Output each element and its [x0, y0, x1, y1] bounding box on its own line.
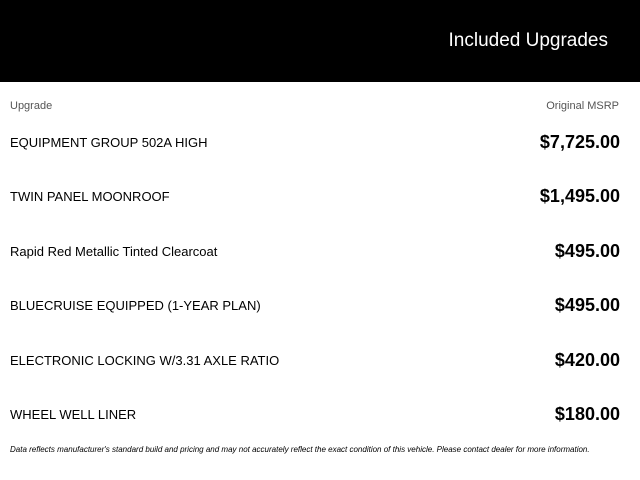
upgrade-price: $1,495.00: [539, 186, 620, 207]
page-title: Included Upgrades: [448, 30, 608, 51]
upgrade-row: [0, 278, 640, 332]
upgrade-name: EQUIPMENT GROUP 502A HIGH: [10, 135, 208, 150]
upgrade-row: [0, 169, 640, 223]
upgrade-name: TWIN PANEL MOONROOF: [10, 189, 170, 205]
upgrade-name: BLUECRUISE EQUIPPED (1-YEAR PLAN): [10, 298, 261, 314]
column-header-msrp: Original MSRP: [546, 100, 619, 112]
upgrade-price: $495.00: [554, 295, 620, 316]
column-header-upgrade: Upgrade: [10, 100, 53, 112]
upgrade-name: ELECTRONIC LOCKING W/3.31 AXLE RATIO: [10, 352, 280, 368]
disclaimer-text: Data reflects manufacturer's standard build and pricing and may not accurately reflect the exact condition of this vehicle. Please contact dealer for more information.: [10, 445, 590, 454]
upgrade-row: [0, 115, 640, 169]
header-bar: [0, 0, 640, 82]
upgrade-price: $180.00: [554, 403, 620, 424]
upgrades-list: [0, 115, 640, 441]
upgrade-price: $420.00: [554, 349, 620, 370]
upgrade-name: WHEEL WELL LINER: [10, 406, 137, 422]
upgrade-price: $495.00: [554, 240, 620, 261]
upgrade-row: [0, 387, 640, 441]
upgrade-price: $7,725.00: [539, 132, 620, 152]
upgrade-row: [0, 333, 640, 387]
upgrade-row: [0, 224, 640, 278]
upgrade-name: Rapid Red Metallic Tinted Clearcoat: [10, 243, 218, 259]
